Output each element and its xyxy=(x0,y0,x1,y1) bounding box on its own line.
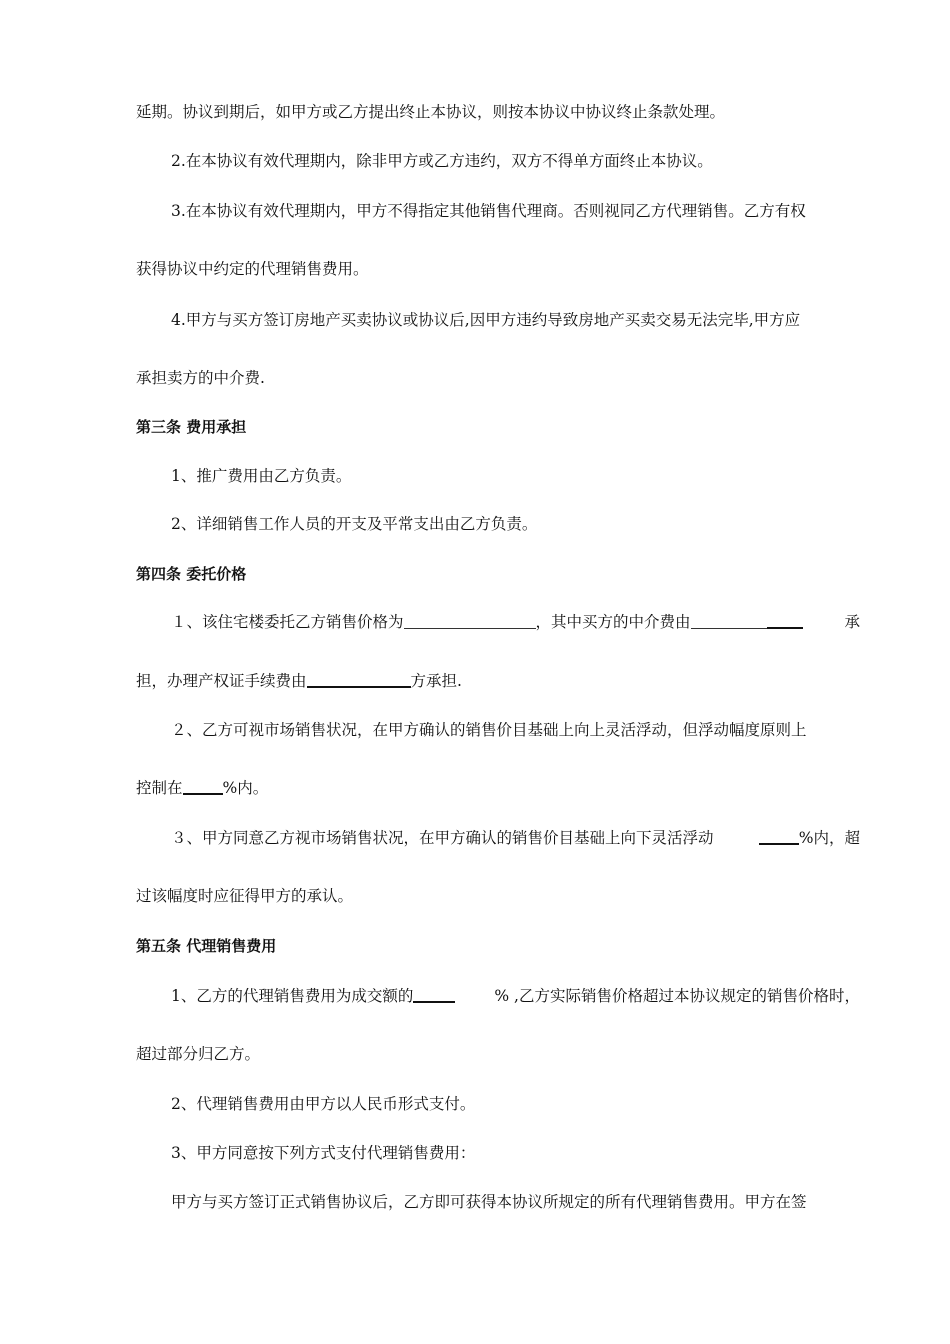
upward-percent-blank[interactable] xyxy=(183,778,223,795)
buyer-fee-blank[interactable] xyxy=(691,613,767,629)
clause-5-1-text-a: 1、乙方的代理销售费用为成交额的 xyxy=(171,987,414,1005)
clause-2-4: 4.甲方与买方签订房地产买卖协议或协议后,因甲方违约导致房地产买卖交易无法完毕,甲方应 xyxy=(171,311,801,329)
clause-4-1-text-c: 承 xyxy=(844,613,860,631)
clause-4-3-text-a: ３、甲方同意乙方视市场销售状况，在甲方确认的销售价目基础上向下灵活浮动 xyxy=(171,829,714,847)
clause-4-1 xyxy=(171,611,860,633)
clause-2-2: 2.在本协议有效代理期内，除非甲方或乙方违约，双方不得单方面终止本协议。 xyxy=(171,152,713,170)
section-heading-4: 第四条 委托价格 xyxy=(136,565,247,583)
certificate-fee-blank[interactable] xyxy=(307,671,411,688)
price-blank[interactable] xyxy=(404,613,536,629)
clause-4-3 xyxy=(171,827,860,849)
clause-4-1-text-a: １、该住宅楼委托乙方销售价格为 xyxy=(171,613,404,631)
section-heading-5: 第五条 代理销售费用 xyxy=(136,937,277,955)
clause-5-1 xyxy=(171,985,860,1007)
clause-5-2: 2、代理销售费用由甲方以人民币形式支付。 xyxy=(171,1095,476,1113)
clause-5-3-detail: 甲方与买方签订正式销售协议后，乙方即可获得本协议所规定的所有代理销售费用。甲方在签 xyxy=(171,1193,807,1211)
clause-4-2: ２、乙方可视市场销售状况，在甲方确认的销售价目基础上向上灵活浮动，但浮动幅度原则上 xyxy=(171,721,807,739)
clause-5-1-cont: 超过部分归乙方。 xyxy=(136,1045,261,1063)
paragraph-line: 延期。协议到期后，如甲方或乙方提出终止本协议，则按本协议中协议终止条款处理。 xyxy=(136,103,726,121)
clause-3-2: 2、详细销售工作人员的开支及平常支出由乙方负责。 xyxy=(171,515,538,533)
clause-4-2-cont-text-b: %内。 xyxy=(222,779,269,797)
clause-5-1-text-b: % ,乙方实际销售价格超过本协议规定的销售价格时， xyxy=(494,987,860,1005)
clause-4-1-text-b: ，其中买方的中介费由 xyxy=(535,613,691,631)
clause-4-2-cont-text-a: 控制在 xyxy=(136,779,183,797)
clause-2-4-cont: 承担卖方的中介费. xyxy=(136,369,265,387)
clause-4-1-cont-text-a: 担，办理产权证手续费由 xyxy=(136,672,307,690)
commission-percent-blank[interactable] xyxy=(413,986,455,1003)
clause-2-3-cont: 获得协议中约定的代理销售费用。 xyxy=(136,260,369,278)
buyer-fee-blank-2[interactable] xyxy=(767,612,803,629)
clause-4-1-cont xyxy=(136,670,860,692)
clause-4-3-cont: 过该幅度时应征得甲方的承认。 xyxy=(136,887,354,905)
downward-percent-blank[interactable] xyxy=(759,828,799,845)
clause-4-2-cont xyxy=(136,777,860,799)
clause-4-3-text-b: %内，超 xyxy=(798,829,860,847)
clause-2-3: 3.在本协议有效代理期内，甲方不得指定其他销售代理商。否则视同乙方代理销售。乙方有权 xyxy=(171,202,806,220)
clause-3-1: 1、推广费用由乙方负责。 xyxy=(171,467,352,485)
clause-5-3: 3、甲方同意按下列方式支付代理销售费用： xyxy=(171,1144,476,1162)
clause-4-1-cont-text-b: 方承担. xyxy=(410,672,462,690)
section-heading-3: 第三条 费用承担 xyxy=(136,418,247,436)
